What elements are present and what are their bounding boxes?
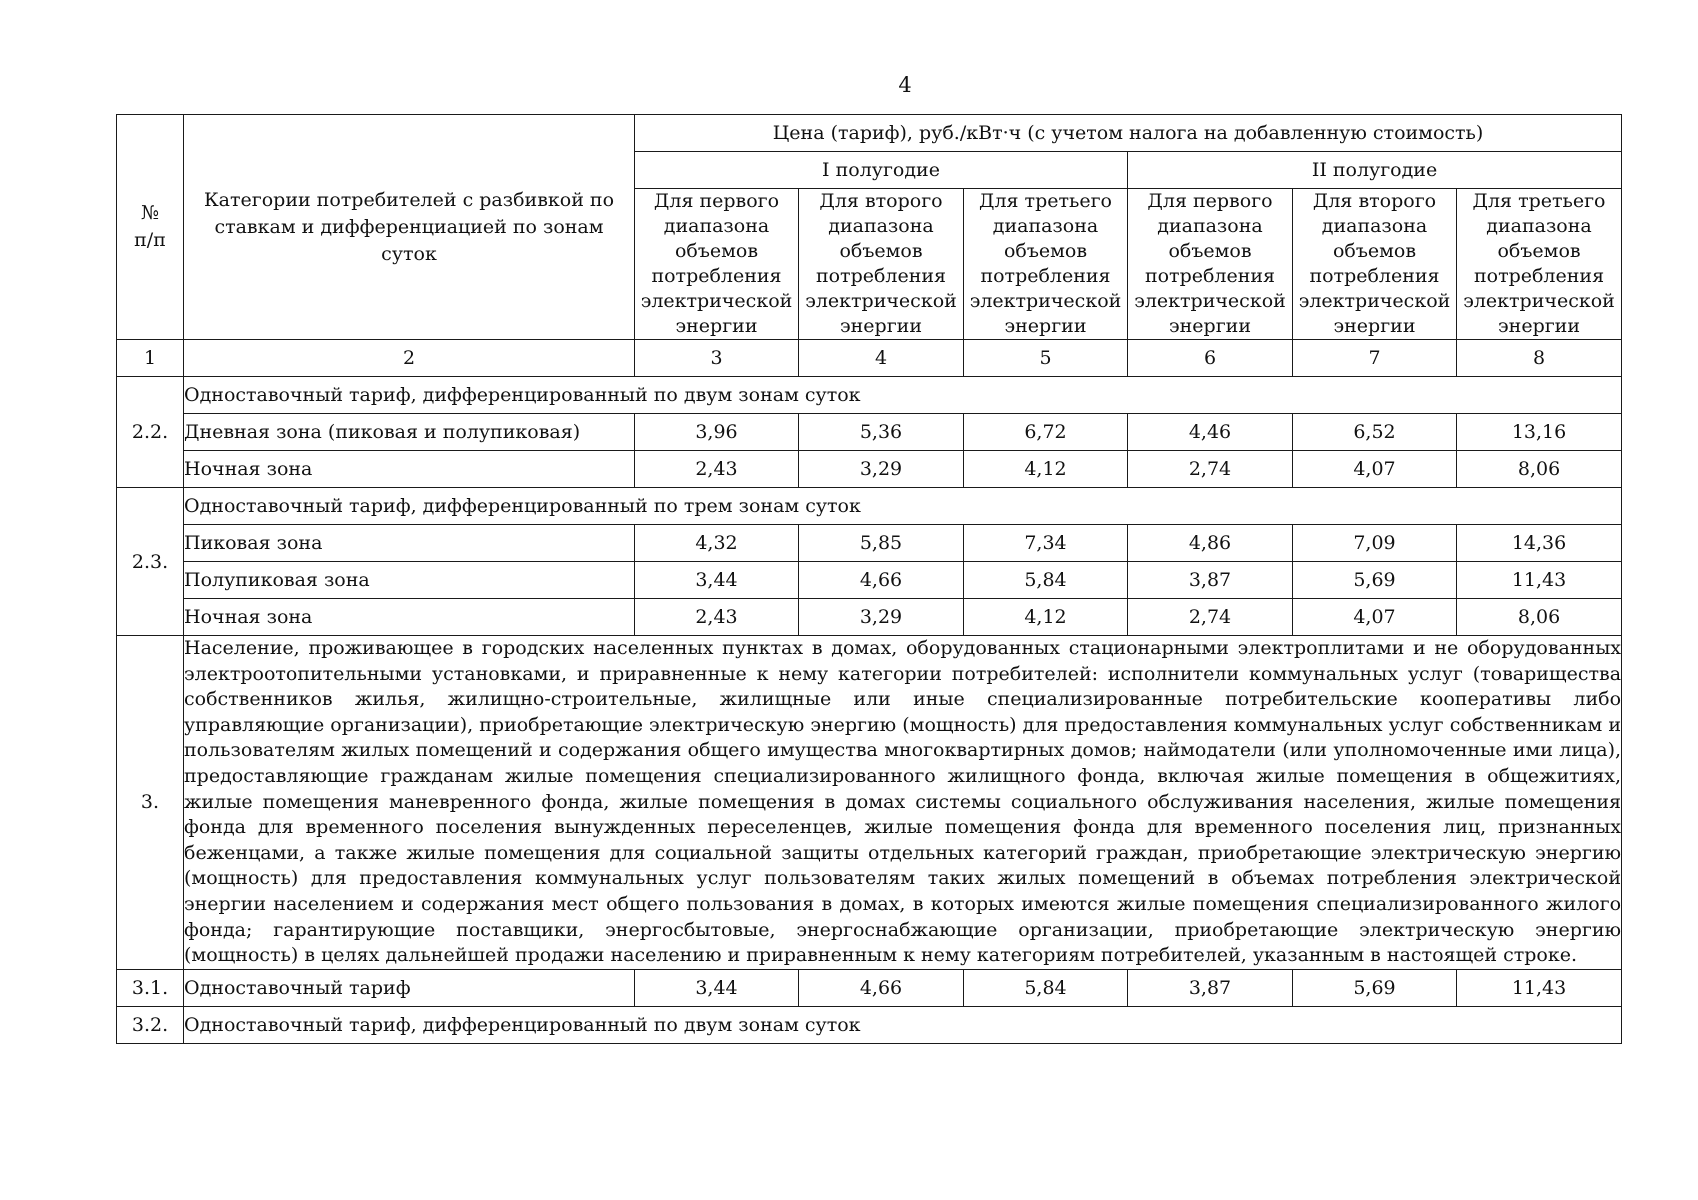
value-cell: 3,87 — [1128, 969, 1293, 1006]
value-cell: 3,44 — [635, 969, 799, 1006]
value-cell: 11,43 — [1457, 562, 1622, 599]
header-price — [635, 115, 1622, 152]
tariff-table — [116, 114, 1622, 1044]
table-row — [117, 636, 1622, 970]
row-label: Пиковая зона — [184, 525, 635, 562]
header-price-text: Цена (тариф), руб./кВт·ч (с учетом налога на добавленную стоимость) — [772, 122, 1484, 144]
page-number: 4 — [898, 73, 912, 97]
value-cell: 2,74 — [1128, 451, 1293, 488]
table-row — [117, 377, 1622, 414]
row-number: 3.1. — [117, 969, 184, 1006]
index-cell: 6 — [1128, 340, 1293, 377]
header-col-6-text: Для первого диапазона объемов потребления электрической энергии — [1134, 190, 1286, 337]
header-row-price — [117, 115, 1622, 152]
value-cell: 3,87 — [1128, 562, 1293, 599]
header-half-1 — [635, 152, 1128, 189]
header-half-2 — [1128, 152, 1622, 189]
header-category-text: Категории потребителей с разбивкой по ставкам и дифференциацией по зонам суток — [203, 188, 615, 265]
value-cell: 6,52 — [1293, 414, 1457, 451]
row-number: 3. — [117, 636, 184, 970]
table-row — [117, 1006, 1622, 1043]
index-cell: 4 — [799, 340, 964, 377]
table-row — [117, 451, 1622, 488]
value-cell: 4,12 — [964, 451, 1128, 488]
table-row — [117, 488, 1622, 525]
index-cell: 5 — [964, 340, 1128, 377]
table-row — [117, 525, 1622, 562]
value-cell: 7,34 — [964, 525, 1128, 562]
row-title: Одноставочный тариф, дифференцированный по двум зонам суток — [184, 377, 1622, 414]
value-cell: 5,84 — [964, 969, 1128, 1006]
index-cell: 8 — [1457, 340, 1622, 377]
value-cell: 6,72 — [964, 414, 1128, 451]
value-cell: 4,66 — [799, 562, 964, 599]
value-cell: 11,43 — [1457, 969, 1622, 1006]
index-cell: 2 — [184, 340, 635, 377]
value-cell: 5,69 — [1293, 562, 1457, 599]
row-number: 2.2. — [117, 377, 184, 488]
value-cell: 4,46 — [1128, 414, 1293, 451]
header-col-8 — [1457, 189, 1622, 340]
row-label: Дневная зона (пиковая и полупиковая) — [184, 414, 635, 451]
value-cell: 5,69 — [1293, 969, 1457, 1006]
value-cell: 5,36 — [799, 414, 964, 451]
value-cell: 2,43 — [635, 599, 799, 636]
value-cell: 7,09 — [1293, 525, 1457, 562]
header-col-4-text: Для второго диапазона объемов потребления электрической энергии — [805, 190, 957, 337]
header-index-row — [117, 340, 1622, 377]
table-row — [117, 414, 1622, 451]
row-title: Одноставочный тариф, дифференцированный по трем зонам суток — [184, 488, 1622, 525]
table-row — [117, 599, 1622, 636]
value-cell: 3,29 — [799, 451, 964, 488]
table-row — [117, 969, 1622, 1006]
row-label: Ночная зона — [184, 599, 635, 636]
index-cell: 3 — [635, 340, 799, 377]
row-number: 2.3. — [117, 488, 184, 636]
row-label: Полупиковая зона — [184, 562, 635, 599]
header-half-1-text: I полугодие — [822, 159, 940, 181]
value-cell: 3,44 — [635, 562, 799, 599]
header-col-3-text: Для первого диапазона объемов потребления электрической энергии — [640, 190, 793, 337]
value-cell: 4,32 — [635, 525, 799, 562]
row-label: Ночная зона — [184, 451, 635, 488]
header-half-2-text: II полугодие — [1311, 159, 1438, 181]
header-category — [184, 115, 635, 340]
index-cell: 7 — [1293, 340, 1457, 377]
header-col-3 — [635, 189, 799, 340]
value-cell: 13,16 — [1457, 414, 1622, 451]
header-col-5-text: Для третьего диапазона объемов потребления электрической энергии — [969, 190, 1122, 337]
row-number: 3.2. — [117, 1006, 184, 1043]
value-cell: 8,06 — [1457, 451, 1622, 488]
header-col-8-text: Для третьего диапазона объемов потребления электрической энергии — [1463, 190, 1615, 337]
header-num — [117, 115, 184, 340]
value-cell: 3,96 — [635, 414, 799, 451]
value-cell: 4,86 — [1128, 525, 1293, 562]
value-cell: 3,29 — [799, 599, 964, 636]
value-cell: 14,36 — [1457, 525, 1622, 562]
row-description: Население, проживающее в городских населенных пунктах в домах, оборудованных стационарными электроплитами и не оборудованных электроотопительными установками, и приравненные к нему категории потребителей: исполнители коммунальных услуг (товарищества собственников жилья, жилищно-строительные, жилищные или иные специализированные потребительские кооперативы либо управляющие организации), приобретающие электрическую энергию (мощность) для предоставления коммунальных услуг собственникам и пользователям жилых помещений и содержания общего имущества многоквартирных домов; наймодатели (или уполномоченные ими лица), предоставляющие гражданам жилые помещения специализированного жилищного фонда, включая жилые помещения в общежитиях, жилые помещения маневренного фонда, жилые помещения в домах системы социального обслуживания населения, жилые помещения фонда для временного поселения вынужденных переселенцев, жилые помещения фонда для временного поселения лиц, признанных беженцами, а также жилые помещения для социальной защиты отдельных категорий граждан, приобретающие электрическую энергию (мощность) для предоставления коммунальных услуг пользователям таких жилых помещений в объемах потребления электрической энергии населением и содержания мест общего пользования в домах, в которых имеются жилые помещения специализированного жилого фонда; гарантирующие поставщики, энергосбытовые, энергоснабжающие организации, приобретающие электрическую энергию (мощность) в целях дальнейшей продажи населению и приравненным к нему категориям потребителей, указанным в настоящей строке. — [184, 636, 1622, 970]
value-cell: 4,07 — [1293, 451, 1457, 488]
value-cell: 4,66 — [799, 969, 964, 1006]
header-col-4 — [799, 189, 964, 340]
header-col-5 — [964, 189, 1128, 340]
table-row — [117, 562, 1622, 599]
header-col-7 — [1293, 189, 1457, 340]
value-cell: 5,84 — [964, 562, 1128, 599]
value-cell: 2,74 — [1128, 599, 1293, 636]
header-col-7-text: Для второго диапазона объемов потребления электрической энергии — [1298, 190, 1451, 337]
value-cell: 8,06 — [1457, 599, 1622, 636]
row-label: Одноставочный тариф — [184, 969, 635, 1006]
value-cell: 2,43 — [635, 451, 799, 488]
header-col-6 — [1128, 189, 1293, 340]
value-cell: 4,07 — [1293, 599, 1457, 636]
index-cell: 1 — [117, 340, 184, 377]
value-cell: 4,12 — [964, 599, 1128, 636]
value-cell: 5,85 — [799, 525, 964, 562]
row-title: Одноставочный тариф, дифференцированный по двум зонам суток — [184, 1006, 1622, 1043]
header-num-text: № п/п — [134, 202, 166, 251]
